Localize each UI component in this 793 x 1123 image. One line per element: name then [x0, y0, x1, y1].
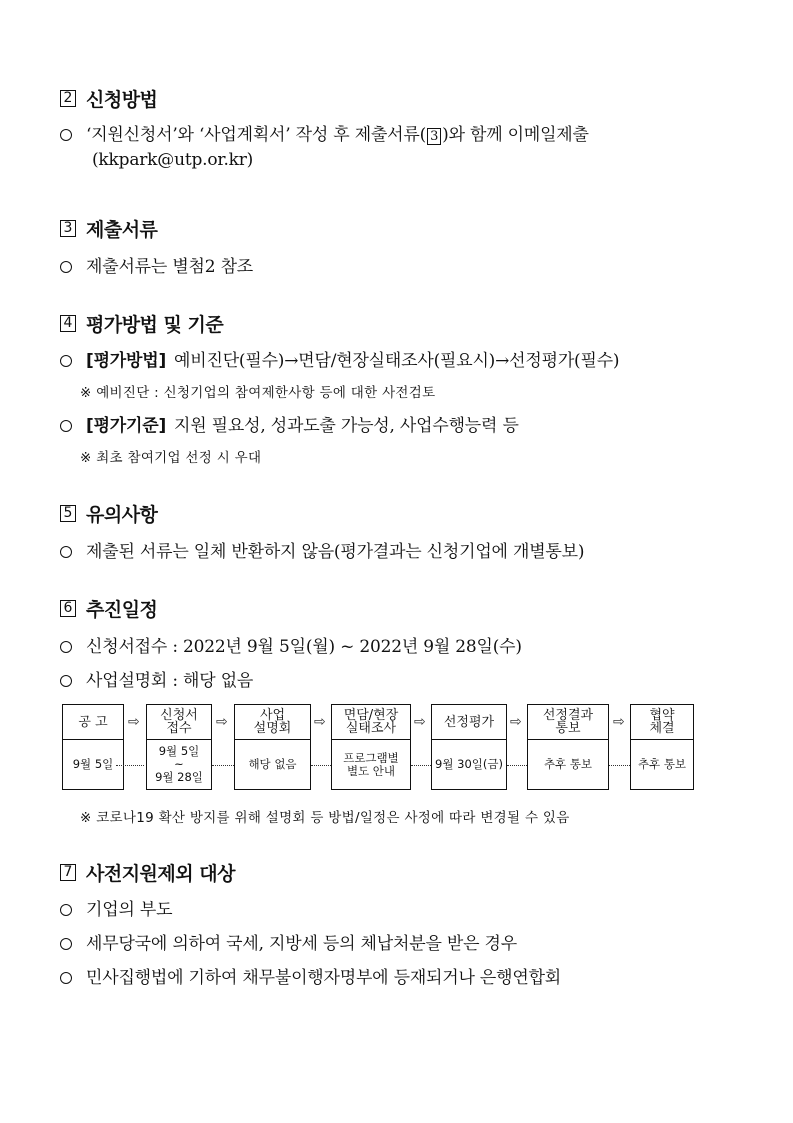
bullet-text: 예비진단(필수)→면담/현장실태조사(필요시)→선정평가(필수) — [174, 351, 620, 371]
bullet-label: [평가방법] — [86, 351, 167, 371]
arrow-right-icon: ⇨ — [510, 714, 522, 730]
stage-date: 추후 통보 — [543, 757, 593, 771]
boxed-number: 3 — [427, 128, 441, 145]
section-application-method — [60, 84, 760, 112]
stage-date: 9월 30일(금) — [435, 757, 503, 771]
bullet-text: 지원 필요성, 성과도출 가능성, 사업수행능력 등 — [174, 416, 519, 436]
bullet-text: 민사집행법에 기하여 채무불이행자명부에 등재되거나 은행연합회 — [86, 968, 562, 988]
section-exclusions — [60, 858, 760, 886]
arrow-right-icon: ⇨ — [216, 714, 228, 730]
arrow-right-icon: ⇨ — [613, 714, 625, 730]
timeline-stage — [527, 704, 609, 790]
dotted-connector — [411, 765, 431, 766]
stage-title: 선정결과 통보 — [528, 705, 608, 740]
arrow-right-icon: ⇨ — [128, 714, 140, 730]
bullet-text: 사업설명회 : 해당 없음 — [86, 671, 254, 691]
stage-title: 공 고 — [63, 705, 123, 740]
stage-title: 협약 체결 — [631, 705, 693, 740]
bullet-circle-icon — [60, 420, 72, 432]
bullet-text: 기업의 부도 — [86, 900, 173, 920]
stage-date: 9월 5일 ~ 9월 28일 — [155, 744, 203, 784]
bullet-circle-icon — [60, 641, 72, 653]
section-title: 평가방법 및 기준 — [86, 313, 224, 336]
section-schedule — [60, 594, 760, 622]
dotted-connector — [116, 765, 144, 766]
stage-date: 프로그램별 별도 안내 — [343, 750, 399, 778]
stage-date: 9월 5일 — [72, 757, 114, 771]
bullet-text-cont: )와 함께 이메일제출 — [442, 125, 589, 145]
section-number: 2 — [60, 90, 76, 107]
stage-title: 선정평가 — [432, 705, 506, 740]
schedule-timeline — [62, 704, 694, 792]
dotted-connector — [311, 765, 331, 766]
stage-date: 추후 통보 — [637, 757, 687, 771]
timeline-stage — [234, 704, 311, 790]
section-notices — [60, 499, 760, 527]
bullet-circle-icon — [60, 675, 72, 687]
timeline-stage — [146, 704, 212, 790]
section-title: 유의사항 — [86, 503, 158, 526]
arrow-right-icon: ⇨ — [314, 714, 326, 730]
bullet-text: 제출서류는 별첨2 참조 — [86, 257, 254, 277]
section-number: 6 — [60, 600, 76, 617]
stage-date: 해당 없음 — [248, 757, 297, 771]
bullet-text: 세무당국에 의하여 국세, 지방세 등의 체납처분을 받은 경우 — [86, 934, 517, 954]
timeline-stage — [62, 704, 124, 790]
bullet-circle-icon — [60, 129, 72, 141]
bullet-circle-icon — [60, 904, 72, 916]
bullet-label: [평가기준] — [86, 416, 167, 436]
section-number: 7 — [60, 864, 76, 881]
bullet-circle-icon — [60, 261, 72, 273]
bullet-text: ‘지원신청서’와 ‘사업계획서’ 작성 후 제출서류( — [86, 125, 427, 145]
bullet-text: 제출된 서류는 일체 반환하지 않음(평가결과는 신청기업에 개별통보) — [86, 542, 585, 562]
section-evaluation — [60, 309, 760, 337]
stage-title: 사업 설명회 — [235, 705, 310, 740]
dotted-connector — [212, 765, 234, 766]
timeline-stage — [630, 704, 694, 790]
note-text: ※ 최초 참여기업 선정 시 우대 — [80, 450, 262, 466]
section-number: 3 — [60, 220, 76, 237]
arrow-right-icon: ⇨ — [414, 714, 426, 730]
timeline-stage — [331, 704, 411, 790]
bullet-circle-icon — [60, 546, 72, 558]
stage-title: 면담/현장 실태조사 — [332, 705, 410, 740]
section-title: 신청방법 — [86, 88, 158, 111]
note-text: ※ 코로나19 확산 방지를 위해 설명회 등 방법/일정은 사정에 따라 변경될 수 있음 — [80, 810, 570, 826]
section-documents — [60, 214, 760, 242]
section-number: 4 — [60, 315, 76, 332]
bullet-circle-icon — [60, 355, 72, 367]
section-title: 사전지원제외 대상 — [86, 862, 235, 885]
email-text: (kkpark@utp.or.kr) — [92, 150, 254, 170]
bullet-circle-icon — [60, 938, 72, 950]
bullet-text: 신청서접수 : 2022년 9월 5일(월) ~ 2022년 9월 28일(수) — [86, 637, 522, 657]
timeline-stage — [431, 704, 507, 790]
section-title: 제출서류 — [86, 218, 158, 241]
section-title: 추진일정 — [86, 598, 158, 621]
section-number: 5 — [60, 505, 76, 522]
dotted-connector — [609, 765, 630, 766]
dotted-connector — [507, 765, 527, 766]
bullet-circle-icon — [60, 972, 72, 984]
note-text: ※ 예비진단 : 신청기업의 참여제한사항 등에 대한 사전검토 — [80, 385, 436, 401]
stage-title: 신청서 접수 — [147, 705, 211, 740]
